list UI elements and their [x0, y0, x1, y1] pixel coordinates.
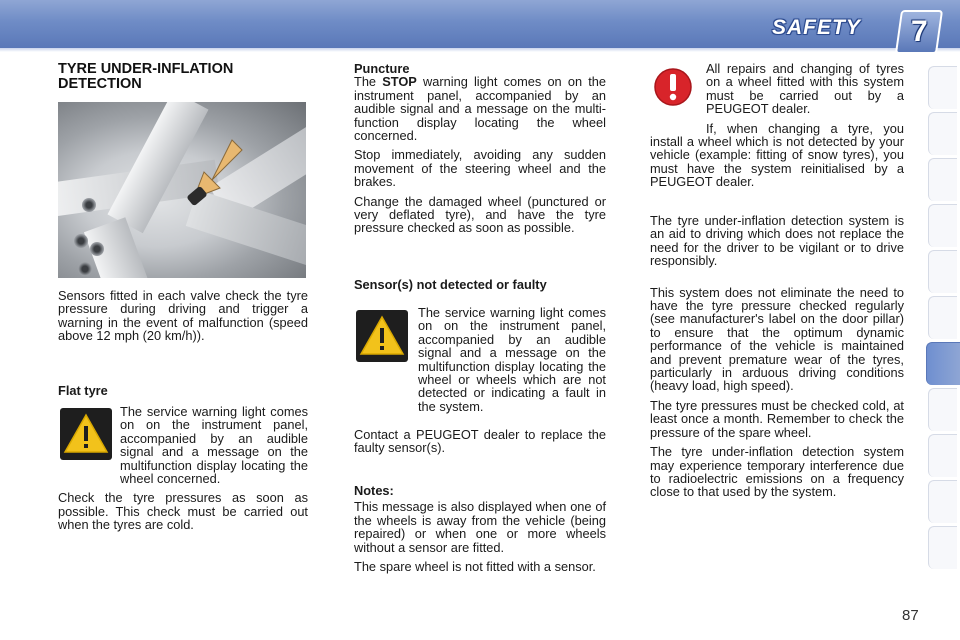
puncture-p1-b: warning light comes on on the instrument panel, accompanied by an audible signal and a message on the multi-function display locating the wheel concerned.	[354, 74, 607, 144]
section-title: SAFETY	[772, 16, 861, 39]
chapter-tab-11[interactable]	[928, 526, 957, 569]
chapter-tab-2[interactable]	[928, 112, 957, 155]
chapter-tab-5[interactable]	[928, 250, 957, 293]
sensor-contact	[354, 428, 606, 461]
wheel-valve-photo	[58, 102, 306, 278]
page-number: 87	[902, 607, 919, 624]
chapter-tab-10[interactable]	[928, 480, 957, 523]
sensor-text	[354, 306, 606, 419]
chapter-tab-9[interactable]	[928, 434, 957, 477]
col3-p4: This system does not eliminate the need to have the tyre pressure checked regularly (see manufacturer's label on the door pillar) to ensure that the optimum dynamic performance of the vehicle is maintained and prevent premature wear of the tyres, particularly in arduous driving conditions (heavy load, high speed).	[650, 284, 904, 394]
chapter-tab-3[interactable]	[928, 158, 957, 201]
column-1	[58, 62, 308, 92]
chapter-number: 7	[910, 15, 928, 48]
sensor-heading: Sensor(s) not detected or faulty	[354, 277, 547, 292]
puncture-heading: Puncture	[354, 61, 410, 76]
notes-section	[354, 484, 606, 579]
column-3-body	[650, 214, 904, 505]
repair-note-p2: If, when changing a tyre, you install a wheel which is not detected by your vehicle (example: fitting of snow tyres), you must have the system reinitialised by a PEUGEOT dealer.	[650, 120, 904, 190]
sensor-p1: The service warning light comes on on the instrument panel, accompanied by an audible signal and a message on the multifunction display locating the wheel or wheels which are not detected or indicating a fault in the system.	[418, 305, 606, 414]
puncture-p2: Stop immediately, avoiding any sudden movement of the steering wheel and the brakes.	[354, 147, 606, 190]
valve-pointer-arrow-icon	[186, 136, 246, 206]
stop-label: STOP	[382, 74, 417, 90]
intro-paragraph: Sensors fitted in each valve check the tyre pressure during driving and trigger a warning in the event of malfunction (speed above 12 mph (20 km/h)).	[58, 288, 308, 344]
section-heading-line1: TYRE UNDER-INFLATION	[58, 61, 234, 77]
column-1-body	[58, 289, 308, 349]
section-heading-line2: DETECTION	[58, 76, 142, 92]
chapter-badge	[895, 10, 943, 54]
col3-p5: The tyre pressures must be checked cold, at least once a month. Remember to check the pressure of the spare wheel.	[650, 397, 904, 440]
flat-tyre-p2: Check the tyre pressures as soon as possible. This check must be carried out when the tyres are cold.	[58, 490, 308, 533]
puncture-p3: Change the damaged wheel (punctured or very deflated tyre), and have the tyre pressure checked as soon as possible.	[354, 193, 606, 236]
notes-p2: The spare wheel is not fitted with a sensor.	[354, 559, 596, 575]
flat-tyre-p1: The service warning light comes on on the instrument panel, accompanied by an audible signal and a message on the multifunction display locating the wheel concerned.	[120, 404, 308, 487]
notes-p1: This message is also displayed when one of the wheels is away from the vehicle (being repaired) or when one or more wheels without a sensor are fitted.	[354, 499, 606, 555]
chapter-tab-1[interactable]	[928, 66, 957, 109]
sensor-section	[354, 278, 606, 291]
chapter-tab-4[interactable]	[928, 204, 957, 247]
column-3	[650, 62, 904, 195]
flat-tyre-section	[58, 384, 308, 397]
chapter-tabs	[928, 66, 960, 576]
column-2	[354, 62, 606, 241]
col3-p6: The tyre under-inflation detection system may experience temporary interference due to radioelectric emissions on a frequency close to that used by the system.	[650, 444, 904, 500]
notes-heading: Notes:	[354, 483, 394, 498]
repair-note-p1: All repairs and changing of tyres on a wheel fitted with this system must be carried out by a PEUGEOT dealer.	[706, 61, 904, 117]
sensor-p2: Contact a PEUGEOT dealer to replace the faulty sensor(s).	[354, 427, 606, 456]
chapter-tab-6[interactable]	[928, 296, 957, 339]
col3-p3: The tyre under-inflation detection system is an aid to driving which does not replace the need for the driver to be vigilant or to drive responsibly.	[650, 213, 904, 269]
flat-tyre-text	[58, 405, 308, 538]
chapter-tab-8[interactable]	[928, 388, 957, 431]
flat-tyre-heading: Flat tyre	[58, 383, 108, 398]
puncture-p1-a: The	[354, 74, 383, 90]
chapter-tab-7-active[interactable]	[926, 342, 960, 385]
